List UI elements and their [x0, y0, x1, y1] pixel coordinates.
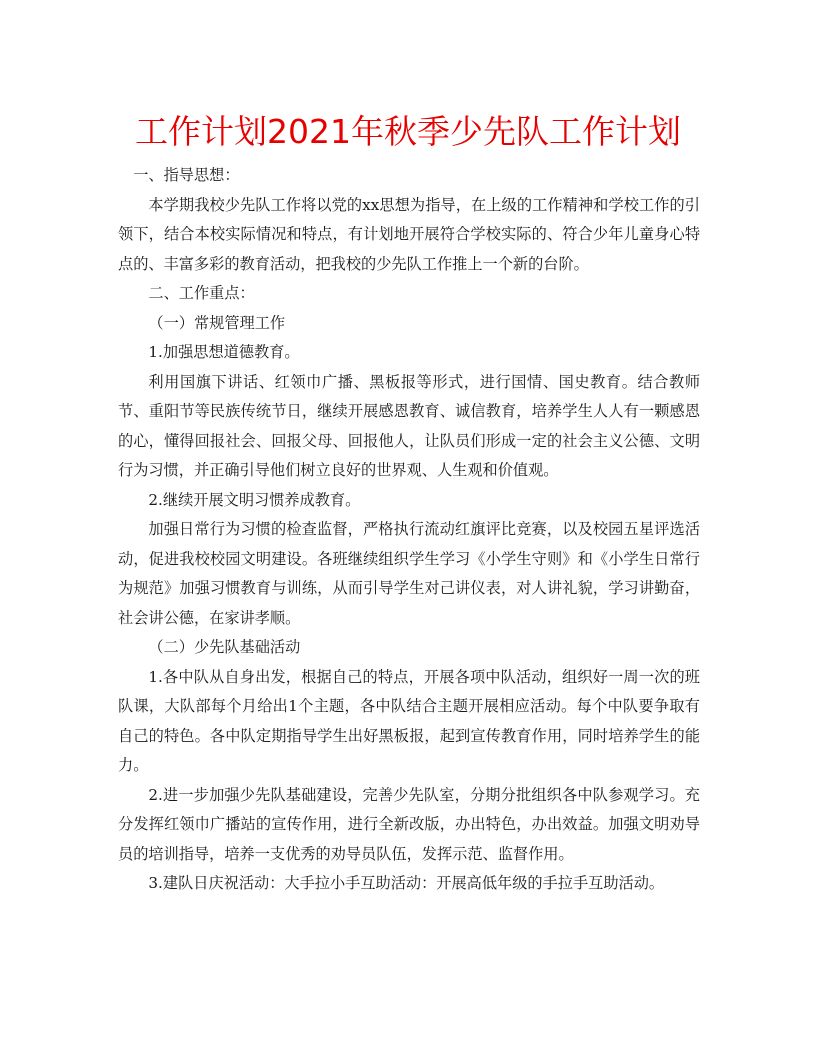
paragraph-civilized-habits: 加强日常行为习惯的检查监督，严格执行流动红旗评比竞赛，以及校园五星评选活动，促进我校校园文明建设。各班继续组织学生学习《小学生守则》和《小学生日常行为规范》加强习惯教育与训练，从而引导学生对己讲仪表，对人讲礼貌，学习讲勤奋，社会讲公德，在家讲孝顺。 — [118, 520, 700, 627]
item-heading-civilized-habits: 2.继续开展文明习惯养成教育。 — [148, 490, 361, 509]
subsection-heading-routine-management: （一）常规管理工作 — [148, 313, 286, 332]
subsection-heading-basic-activities: （二）少先队基础活动 — [148, 638, 301, 656]
paragraph-squadron-activities: 1.各中队从自身出发，根据自己的特点，开展各项中队活动，组织好一周一次的班队课，大队部每个月给出1个主题，各中队结合主题开展相应活动。每个中队要争取有自己的特色。各中队定期指导学生出好黑板报，起到宣传教育作用，同时培养学生的能力。 — [118, 667, 700, 774]
section-heading-work-focus: 二、工作重点： — [148, 284, 255, 302]
paragraph-infrastructure: 2.进一步加强少先队基础建设，完善少先队室，分期分批组织各中队参观学习。充分发挥红领巾广播站的宣传作用，进行全新改版，办出特色，办出效益。加强文明劝导员的培训指导，培养一支优秀的劝导员队伍，发挥示范、监督作用。 — [118, 785, 700, 863]
paragraph-founding-day: 3.建队日庆祝活动：大手拉小手互助活动：开展高低年级的手拉手互助活动。 — [148, 874, 665, 892]
section-heading-guiding-ideology: 一、指导思想： — [133, 166, 240, 184]
item-heading-moral-education: 1.加强思想道德教育。 — [148, 343, 300, 361]
paragraph-guiding-ideology: 本学期我校少先队工作将以党的xx思想为指导，在上级的工作精神和学校工作的引领下，结合本校实际情况和特点，有计划地开展符合学校实际的、符合少年儿童身心特点的、丰富多彩的教育活动，把我校的少先队工作推上一个新的台阶。 — [118, 195, 700, 273]
paragraph-moral-education: 利用国旗下讲话、红领巾广播、黑板报等形式，进行国情、国史教育。结合教师节、重阳节等民族传统节日，继续开展感恩教育、诚信教育，培养学生人人有一颗感恩的心，懂得回报社会、回报父母、回报他人，让队员们形成一定的社会主义公德、文明行为习惯，并正确引导他们树立良好的世界观、人生观和价值观。 — [118, 372, 700, 479]
document-body — [118, 161, 700, 899]
document-title: 工作计划2021年秋季少先队工作计划 — [135, 112, 681, 151]
